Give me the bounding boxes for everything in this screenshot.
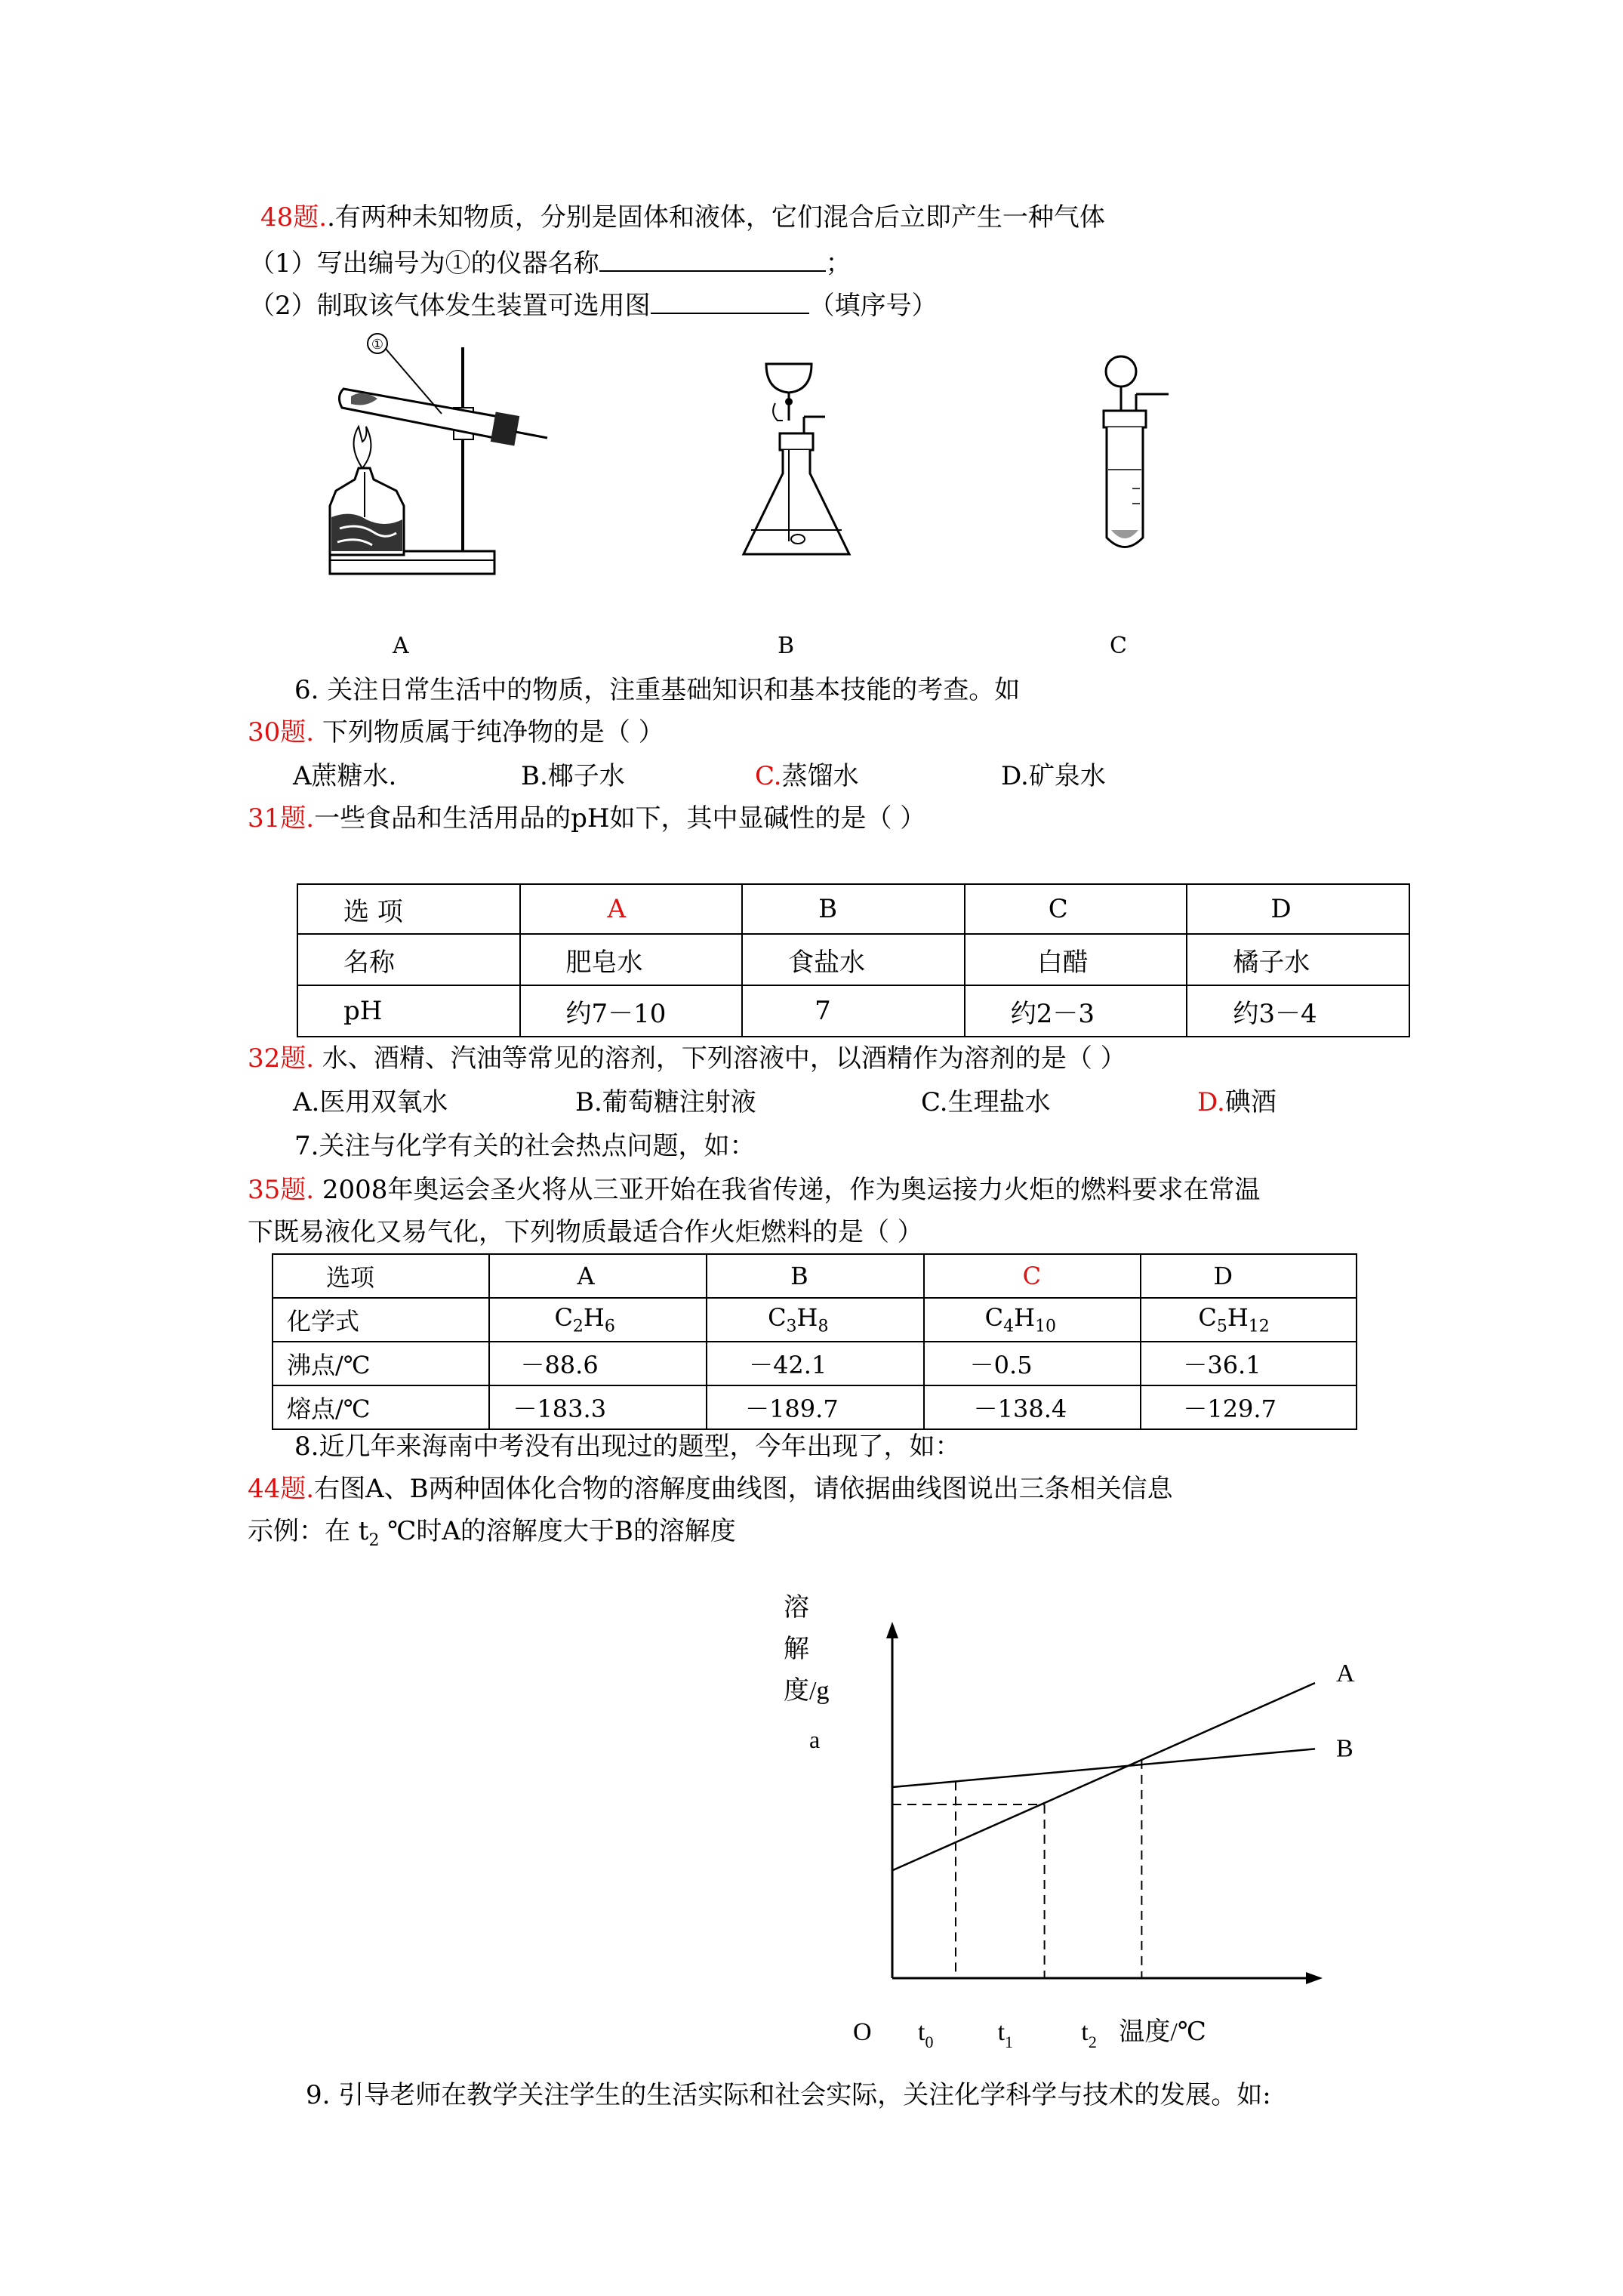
table-cell: 化学式 xyxy=(273,1298,489,1342)
series-label: A xyxy=(1336,1660,1355,1687)
item-7: 7.关注与化学有关的社会热点问题，如： xyxy=(294,1131,756,1161)
formula-element: H xyxy=(796,1303,818,1333)
formula-element: C xyxy=(768,1303,787,1333)
item-9: 9. 引导老师在教学关注学生的生活实际和社会实际，关注化学科学与技术的发展。如: xyxy=(306,2080,1271,2110)
formula-subscript: 8 xyxy=(818,1317,829,1336)
table-cell: C xyxy=(965,884,1187,934)
q30-option-a[interactable]: A蔗糖水. xyxy=(293,761,397,791)
table-row xyxy=(297,985,1409,1037)
q48-sub2 xyxy=(249,290,938,321)
table-cell: 选项 xyxy=(273,1254,489,1298)
q30-option-c-text: 蒸馏水 xyxy=(781,761,859,791)
formula-subscript: 10 xyxy=(1035,1317,1057,1336)
q48-sub1-text: （1）写出编号为①的仪器名称 xyxy=(249,248,599,279)
apparatus-c-label: C xyxy=(1110,633,1127,659)
q48-sub1-end: ； xyxy=(825,248,852,279)
formula-element: H xyxy=(1014,1303,1036,1333)
formula-c3h8 xyxy=(707,1298,924,1342)
table-cell: B xyxy=(707,1254,924,1298)
q44-line xyxy=(248,1474,1173,1504)
table-cell: －183.3 xyxy=(489,1385,707,1429)
q30-number: 30题. xyxy=(248,717,315,747)
table-cell: A xyxy=(489,1254,707,1298)
q32-option-c[interactable]: C.生理盐水 xyxy=(921,1087,1051,1117)
table-cell: 肥皂水 xyxy=(520,934,743,985)
q44-example xyxy=(248,1516,736,1556)
table-cell: 约2－3 xyxy=(965,985,1187,1037)
formula-element: H xyxy=(583,1303,605,1333)
q32-number: 32题. xyxy=(248,1043,315,1074)
table-cell: －189.7 xyxy=(707,1385,924,1429)
formula-c4h10 xyxy=(924,1298,1141,1342)
series-b-line xyxy=(892,1749,1315,1787)
table-cell: D xyxy=(1141,1254,1357,1298)
table-row xyxy=(273,1254,1357,1298)
q31-line xyxy=(248,803,925,834)
apparatus-c-illustration xyxy=(1087,349,1178,568)
table-cell: 7 xyxy=(742,985,965,1037)
series-label: B xyxy=(1336,1734,1354,1763)
q30-line xyxy=(248,717,664,747)
x-axis-label: 温度/℃ xyxy=(1119,2018,1206,2046)
formula-subscript: 12 xyxy=(1248,1317,1270,1336)
formula-subscript: 5 xyxy=(1216,1317,1227,1336)
q31-text: 一些食品和生活用品的pH如下，其中显碱性的是（ ） xyxy=(314,803,926,834)
formula-element: H xyxy=(1227,1303,1249,1333)
x-tick-label: $t_2$ xyxy=(1081,2018,1097,2051)
table-cell: pH xyxy=(297,985,520,1037)
q32-option-b[interactable]: B.葡萄糖注射液 xyxy=(575,1087,756,1117)
table-row xyxy=(273,1342,1357,1385)
table-row xyxy=(273,1385,1357,1429)
q48-sub2-text: （2）制取该气体发生装置可选用图 xyxy=(249,291,651,321)
q35-text: 2008年奥运会圣火将从三亚开始在我省传递，作为奥运接力火炬的燃料要求在常温 xyxy=(314,1175,1261,1205)
y-axis-label: 解 xyxy=(784,1635,809,1663)
table-cell: A xyxy=(520,884,743,934)
apparatus-b-illustration xyxy=(736,349,857,568)
table-cell: 熔点/℃ xyxy=(273,1385,489,1429)
table-cell: 沸点/℃ xyxy=(273,1342,489,1385)
q44-example-text: 示例：在 t xyxy=(248,1516,369,1546)
table-cell: －0.5 xyxy=(924,1342,1141,1385)
apparatus-b-label: B xyxy=(778,633,795,659)
q35-number: 35题. xyxy=(248,1175,315,1205)
formula-subscript: 6 xyxy=(604,1317,615,1336)
q31-table xyxy=(297,883,1410,1037)
formula-subscript: 4 xyxy=(1003,1317,1015,1336)
q32-text: 水、酒精、汽油等常见的溶剂，下列溶液中，以酒精作为溶剂的是（ ） xyxy=(314,1043,1126,1074)
solubility-chart xyxy=(747,1570,1412,2061)
table-cell: －42.1 xyxy=(707,1342,924,1385)
q32-line xyxy=(248,1043,1126,1074)
item-6: 6. 关注日常生活中的物质，注重基础知识和基本技能的考查。如 xyxy=(294,675,1021,705)
formula-c5h12 xyxy=(1141,1298,1357,1342)
table-cell: 白醋 xyxy=(965,934,1187,985)
q30-option-b[interactable]: B.椰子水 xyxy=(521,761,625,791)
y-axis-label: 度/g xyxy=(784,1677,830,1705)
table-cell: －138.4 xyxy=(924,1385,1141,1429)
formula-element: C xyxy=(984,1303,1004,1333)
table-cell: 食盐水 xyxy=(742,934,965,985)
table-cell: 约3－4 xyxy=(1187,985,1409,1037)
formula-element: C xyxy=(1198,1303,1217,1333)
table-cell: －36.1 xyxy=(1141,1342,1357,1385)
y-axis-arrow xyxy=(886,1622,898,1638)
table-row xyxy=(273,1298,1357,1342)
y-axis-label: 溶 xyxy=(784,1594,809,1622)
table-row xyxy=(297,934,1409,985)
q44-text: 右图A、B两种固体化合物的溶解度曲线图，请依据曲线图说出三条相关信息 xyxy=(314,1474,1173,1504)
q32-option-d[interactable] xyxy=(1197,1087,1277,1117)
q30-text: 下列物质属于纯净物的是（ ） xyxy=(314,717,664,747)
q31-number: 31题. xyxy=(248,803,315,834)
table-cell: 约7－10 xyxy=(520,985,743,1037)
table-cell: 名称 xyxy=(297,934,520,985)
q35-table xyxy=(272,1253,1357,1430)
x-tick-label: $t_0$ xyxy=(918,2018,934,2051)
table-cell: －129.7 xyxy=(1141,1385,1357,1429)
table-cell: B xyxy=(742,884,965,934)
table-cell: D xyxy=(1187,884,1409,934)
q48-number: 48题. xyxy=(260,202,328,233)
q30-option-d[interactable]: D.矿泉水 xyxy=(1001,761,1106,791)
item-8: 8.近几年来海南中考没有出现过的题型，今年出现了，如： xyxy=(294,1432,961,1462)
formula-element: C xyxy=(554,1303,573,1333)
table-row xyxy=(297,884,1409,934)
apparatus-a-label: A xyxy=(393,633,409,659)
q35-line-2: 下既易液化又易气化，下列物质最适合作火炬燃料的是（ ） xyxy=(248,1217,923,1247)
q48-line xyxy=(260,202,1105,233)
x-tick-label: $t_1$ xyxy=(997,2018,1014,2051)
q44-example-text-end: ℃时A的溶解度大于B的溶解度 xyxy=(379,1516,736,1546)
formula-subscript: 2 xyxy=(572,1317,584,1336)
q48-text: .有两种未知物质，分别是固体和液体，它们混合后立即产生一种气体 xyxy=(327,202,1105,233)
table-cell: －88.6 xyxy=(489,1342,707,1385)
q48-sub1 xyxy=(249,248,852,279)
q44-example-subscript: 2 xyxy=(368,1530,380,1550)
formula-subscript: 3 xyxy=(786,1317,797,1336)
x-axis-arrow xyxy=(1306,1972,1323,1984)
q30-option-c[interactable] xyxy=(755,761,859,791)
y-axis-mark: a xyxy=(809,1726,821,1753)
table-cell: 橘子水 xyxy=(1187,934,1409,985)
table-cell: C xyxy=(924,1254,1141,1298)
origin-label: O xyxy=(853,2018,872,2046)
circle-label: ① xyxy=(371,337,384,352)
apparatus-a-illustration xyxy=(321,325,562,581)
q30-option-c-letter: C. xyxy=(755,761,782,791)
q44-number: 44题. xyxy=(248,1474,315,1504)
q35-line-1 xyxy=(248,1175,1260,1205)
q32-option-d-text: 碘酒 xyxy=(1224,1087,1277,1117)
table-cell: 选 项 xyxy=(297,884,520,934)
answer-blank[interactable] xyxy=(599,248,826,272)
q48-sub2-end: （填序号） xyxy=(808,291,938,321)
q32-option-a[interactable]: A.医用双氧水 xyxy=(293,1087,448,1117)
q32-option-d-letter: D. xyxy=(1197,1087,1225,1117)
answer-blank[interactable] xyxy=(651,290,809,314)
formula-c2h6 xyxy=(489,1298,707,1342)
